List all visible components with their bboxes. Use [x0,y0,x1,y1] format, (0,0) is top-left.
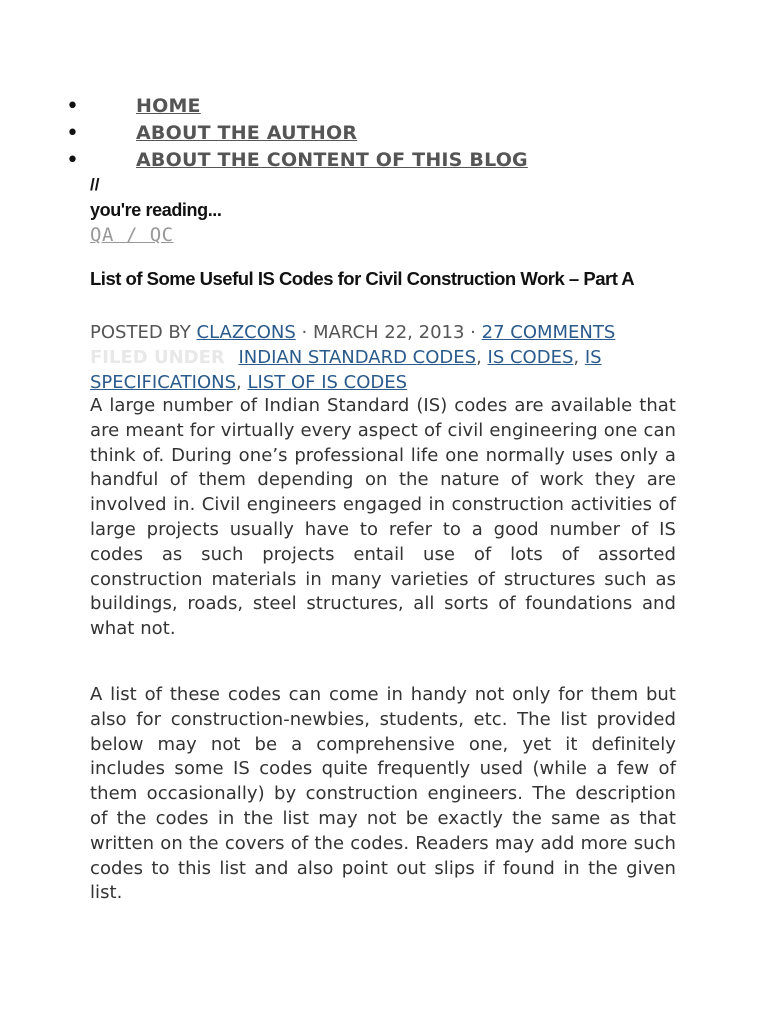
comments-link[interactable]: 27 COMMENTS [481,322,616,343]
bullet-icon: • [66,121,79,146]
nav-link-about-content[interactable]: ABOUT THE CONTENT OF THIS BLOG [136,149,528,171]
tag-link[interactable]: IS SPECIFICATIONS [90,347,602,393]
post-date: MARCH 22, 2013 [312,322,465,343]
post-title: List of Some Useful IS Codes for Civil Construction Work – Part A [90,268,635,289]
tag-link[interactable]: INDIAN STANDARD CODES [238,347,477,368]
separator-slashes: // [90,175,100,194]
post-meta [90,320,690,345]
post-paragraph: A list of these codes can come in handy not only for them but also for construction-newbies, students, etc. The list provided below may not be a comprehensive one, yet it definitely includes some IS codes quite frequently used (while a few of them occasionally) by construction engineers. The description of the codes in the list may not be exactly the same as that written on the covers of the codes. Readers may add more such codes to this list and also point out slips if found in the given list. [90,684,676,904]
bullet-icon: • [66,94,79,119]
post-paragraph: A large number of Indian Standard (IS) codes are available that are meant for virtually every aspect of civil engineering one can think of. During one’s professional life one normally uses only a handful of them depending on the nature of work they are involved in. Civil engineers engaged in construction activities of large projects usually have to refer to a good number of IS codes as such projects entail use of lots of assorted construction materials in many varieties of structures such as buildings, roads, steel structures, all sorts of foundations and what not. [90,395,676,640]
posted-by-label: POSTED BY [90,322,191,343]
meta-separator: · [301,322,308,343]
reading-label: you're reading... [90,200,222,220]
category-link[interactable]: QA / QC [90,224,174,246]
bullet-icon: • [66,148,79,173]
meta-separator: · [470,322,476,343]
nav-link-home[interactable]: HOME [136,95,201,117]
post-tags: FILED UNDER INDIAN STANDARD CODES, IS CODES, IS SPECIFICATIONS, LIST OF IS CODES [90,347,602,393]
tag-link[interactable]: LIST OF IS CODES [247,372,408,393]
filed-under-label: FILED UNDER [90,347,225,368]
tag-link[interactable]: IS CODES [487,347,574,368]
author-link[interactable]: CLAZCONS [196,322,296,343]
nav-link-about-author[interactable]: ABOUT THE AUTHOR [136,122,358,144]
